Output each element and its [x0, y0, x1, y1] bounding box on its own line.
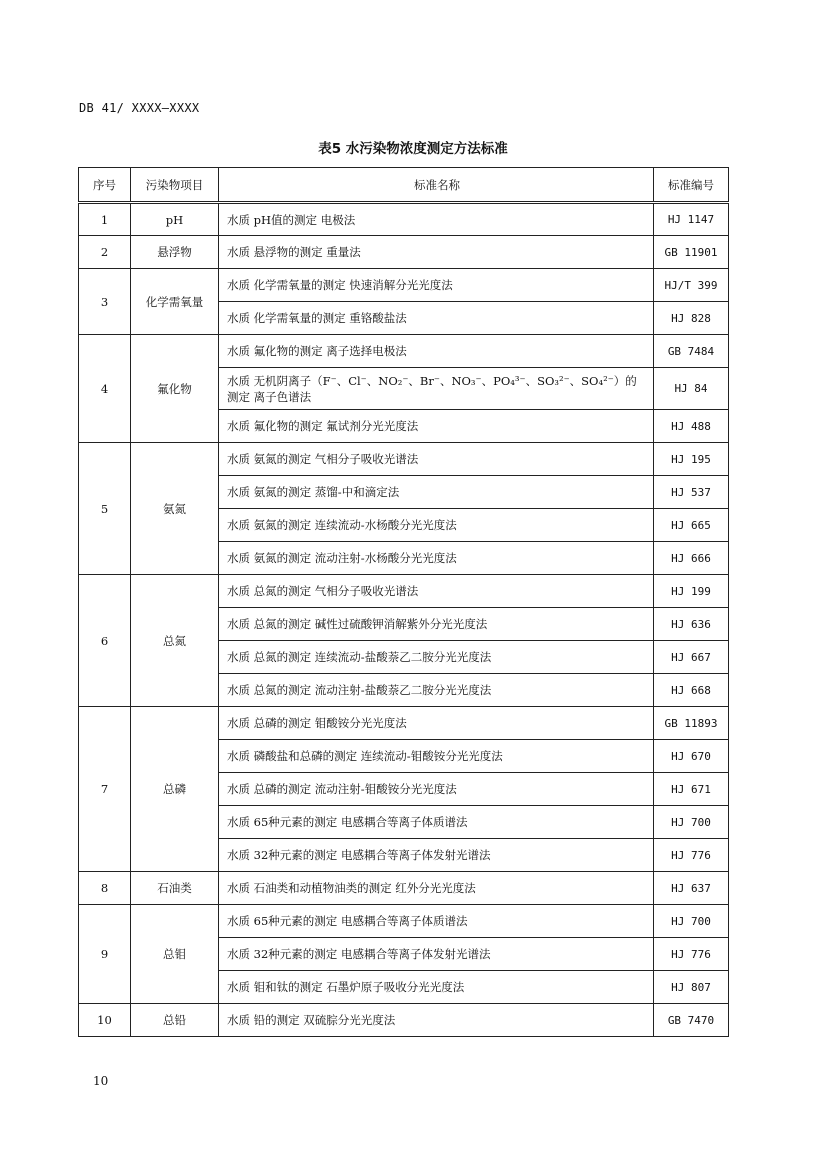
column-header-item: 污染物项目 — [131, 168, 219, 203]
cell-standard-code: HJ 195 — [654, 443, 729, 476]
table-body — [79, 203, 729, 1037]
cell-standard-name: 水质 总氮的测定 气相分子吸收光谱法 — [219, 575, 654, 608]
cell-standard-name: 水质 氨氮的测定 蒸馏-中和滴定法 — [219, 476, 654, 509]
cell-standard-code: HJ 776 — [654, 839, 729, 872]
cell-standard-code: HJ 488 — [654, 410, 729, 443]
cell-standard-name: 水质 氨氮的测定 流动注射-水杨酸分光光度法 — [219, 542, 654, 575]
table-row — [79, 905, 729, 938]
cell-standard-code: HJ 1147 — [654, 203, 729, 236]
cell-serial-number: 1 — [79, 203, 131, 236]
cell-standard-name: 水质 磷酸盐和总磷的测定 连续流动-钼酸铵分光光度法 — [219, 740, 654, 773]
cell-pollutant-item: 总钼 — [131, 905, 219, 1004]
cell-standard-code: HJ 807 — [654, 971, 729, 1004]
cell-standard-name: 水质 悬浮物的测定 重量法 — [219, 236, 654, 269]
cell-pollutant-item: 总磷 — [131, 707, 219, 872]
cell-standard-name: 水质 氨氮的测定 气相分子吸收光谱法 — [219, 443, 654, 476]
cell-serial-number: 8 — [79, 872, 131, 905]
cell-standard-code: GB 11893 — [654, 707, 729, 740]
cell-pollutant-item: pH — [131, 203, 219, 236]
document-code: DB 41/ XXXX—XXXX — [79, 101, 200, 115]
cell-standard-code: HJ 670 — [654, 740, 729, 773]
cell-standard-code: HJ 537 — [654, 476, 729, 509]
table-row — [79, 707, 729, 740]
column-header-code: 标准编号 — [654, 168, 729, 203]
cell-standard-name: 水质 总氮的测定 连续流动-盐酸萘乙二胺分光光度法 — [219, 641, 654, 674]
cell-standard-code: HJ 666 — [654, 542, 729, 575]
cell-standard-code: HJ 637 — [654, 872, 729, 905]
cell-serial-number: 7 — [79, 707, 131, 872]
cell-standard-name: 水质 32种元素的测定 电感耦合等离子体发射光谱法 — [219, 938, 654, 971]
cell-standard-name: 水质 pH值的测定 电极法 — [219, 203, 654, 236]
cell-standard-name: 水质 铅的测定 双硫腙分光光度法 — [219, 1004, 654, 1037]
table-row — [79, 443, 729, 476]
cell-standard-name: 水质 化学需氧量的测定 快速消解分光光度法 — [219, 269, 654, 302]
cell-standard-name: 水质 总磷的测定 钼酸铵分光光度法 — [219, 707, 654, 740]
cell-serial-number: 9 — [79, 905, 131, 1004]
cell-pollutant-item: 石油类 — [131, 872, 219, 905]
cell-serial-number: 4 — [79, 335, 131, 443]
column-header-no: 序号 — [79, 168, 131, 203]
cell-standard-name: 水质 氟化物的测定 氟试剂分光光度法 — [219, 410, 654, 443]
cell-standard-code: HJ 667 — [654, 641, 729, 674]
table-row — [79, 203, 729, 236]
table-row — [79, 872, 729, 905]
cell-standard-code: HJ 199 — [654, 575, 729, 608]
cell-pollutant-item: 氟化物 — [131, 335, 219, 443]
table-title: 表5 水污染物浓度测定方法标准 — [318, 141, 508, 157]
cell-standard-name: 水质 钼和钛的测定 石墨炉原子吸收分光光度法 — [219, 971, 654, 1004]
table-header — [79, 168, 729, 203]
cell-serial-number: 6 — [79, 575, 131, 707]
table-row — [79, 575, 729, 608]
cell-standard-name: 水质 总磷的测定 流动注射-钼酸铵分光光度法 — [219, 773, 654, 806]
cell-standard-name: 水质 总氮的测定 碱性过硫酸钾消解紫外分光光度法 — [219, 608, 654, 641]
standards-table-container — [78, 167, 729, 1037]
cell-standard-name: 水质 总氮的测定 流动注射-盐酸萘乙二胺分光光度法 — [219, 674, 654, 707]
cell-standard-name: 水质 65种元素的测定 电感耦合等离子体质谱法 — [219, 806, 654, 839]
cell-standard-code: HJ 828 — [654, 302, 729, 335]
cell-standard-code: HJ 671 — [654, 773, 729, 806]
cell-standard-name: 水质 氨氮的测定 连续流动-水杨酸分光光度法 — [219, 509, 654, 542]
cell-standard-code: HJ 636 — [654, 608, 729, 641]
cell-standard-code: HJ 665 — [654, 509, 729, 542]
table-row — [79, 335, 729, 368]
cell-standard-code: HJ 700 — [654, 806, 729, 839]
cell-serial-number: 3 — [79, 269, 131, 335]
cell-pollutant-item: 总铅 — [131, 1004, 219, 1037]
cell-standard-name: 水质 65种元素的测定 电感耦合等离子体质谱法 — [219, 905, 654, 938]
cell-standard-code: GB 11901 — [654, 236, 729, 269]
header-row — [79, 168, 729, 203]
cell-standard-code: HJ 84 — [654, 368, 729, 410]
table-row — [79, 269, 729, 302]
page-number: 10 — [93, 1074, 109, 1088]
cell-pollutant-item: 氨氮 — [131, 443, 219, 575]
cell-serial-number: 2 — [79, 236, 131, 269]
cell-pollutant-item: 悬浮物 — [131, 236, 219, 269]
table-row — [79, 1004, 729, 1037]
cell-standard-code: HJ 668 — [654, 674, 729, 707]
cell-pollutant-item: 总氮 — [131, 575, 219, 707]
cell-standard-name: 水质 化学需氧量的测定 重铬酸盐法 — [219, 302, 654, 335]
cell-pollutant-item: 化学需氧量 — [131, 269, 219, 335]
cell-standard-name: 水质 氟化物的测定 离子选择电极法 — [219, 335, 654, 368]
cell-standard-code: HJ 776 — [654, 938, 729, 971]
cell-standard-code: GB 7470 — [654, 1004, 729, 1037]
cell-standard-name: 水质 32种元素的测定 电感耦合等离子体发射光谱法 — [219, 839, 654, 872]
cell-standard-code: HJ 700 — [654, 905, 729, 938]
column-header-name: 标准名称 — [219, 168, 654, 203]
cell-serial-number: 10 — [79, 1004, 131, 1037]
cell-standard-name: 水质 石油类和动植物油类的测定 红外分光光度法 — [219, 872, 654, 905]
cell-standard-code: HJ/T 399 — [654, 269, 729, 302]
cell-standard-code: GB 7484 — [654, 335, 729, 368]
standards-table — [78, 167, 729, 1037]
table-row — [79, 236, 729, 269]
cell-standard-name: 水质 无机阴离子（F⁻、Cl⁻、NO₂⁻、Br⁻、NO₃⁻、PO₄³⁻、SO₃²⁻、SO₄²⁻）的测定 离子色谱法 — [219, 368, 654, 410]
cell-serial-number: 5 — [79, 443, 131, 575]
